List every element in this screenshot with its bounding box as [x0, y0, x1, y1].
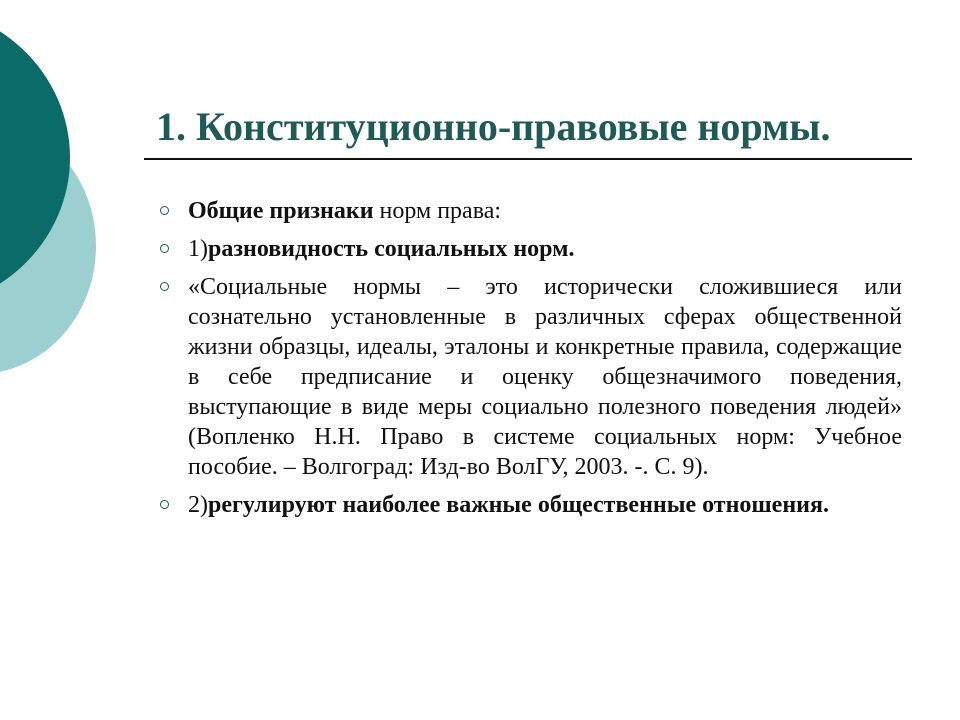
circle-bullet-icon [160, 500, 169, 509]
bullet-item-social-norms [160, 234, 902, 264]
bullet-item-regulate [160, 490, 902, 520]
circle-bullet-icon [160, 244, 169, 253]
bullet-item-general-features [160, 196, 902, 226]
bold-text: разновидность социальных норм. [208, 236, 575, 262]
title-underline [144, 158, 912, 160]
item-number: 1) [188, 236, 208, 262]
item-number: 2) [188, 492, 208, 518]
bullet-item-quote [160, 272, 902, 482]
bold-text: регулируют наиболее важные общественные отношения. [208, 492, 829, 518]
circle-bullet-icon [160, 206, 169, 215]
bold-text: Общие признаки [188, 198, 374, 224]
slide-title: 1. Конституционно-правовые нормы. [156, 104, 831, 149]
item-text: норм права: [373, 198, 502, 224]
quote-text: «Социальные нормы – это исторически сложившиеся или сознательно установленные в различных сферах общественной жизни образцы, идеалы, эталоны и конкретные правила, содержащие в себе предписание и оценку общезначимого поведения, выступающие в виде меры социально полезного поведения людей» (Вопленко Н.Н. Право в системе социальных норм: Учебное пособие. – Волгоград: Изд-во ВолГУ, 2003. -. С. 9). [188, 274, 902, 480]
bullet-list [160, 196, 902, 528]
circle-bullet-icon [160, 282, 169, 291]
